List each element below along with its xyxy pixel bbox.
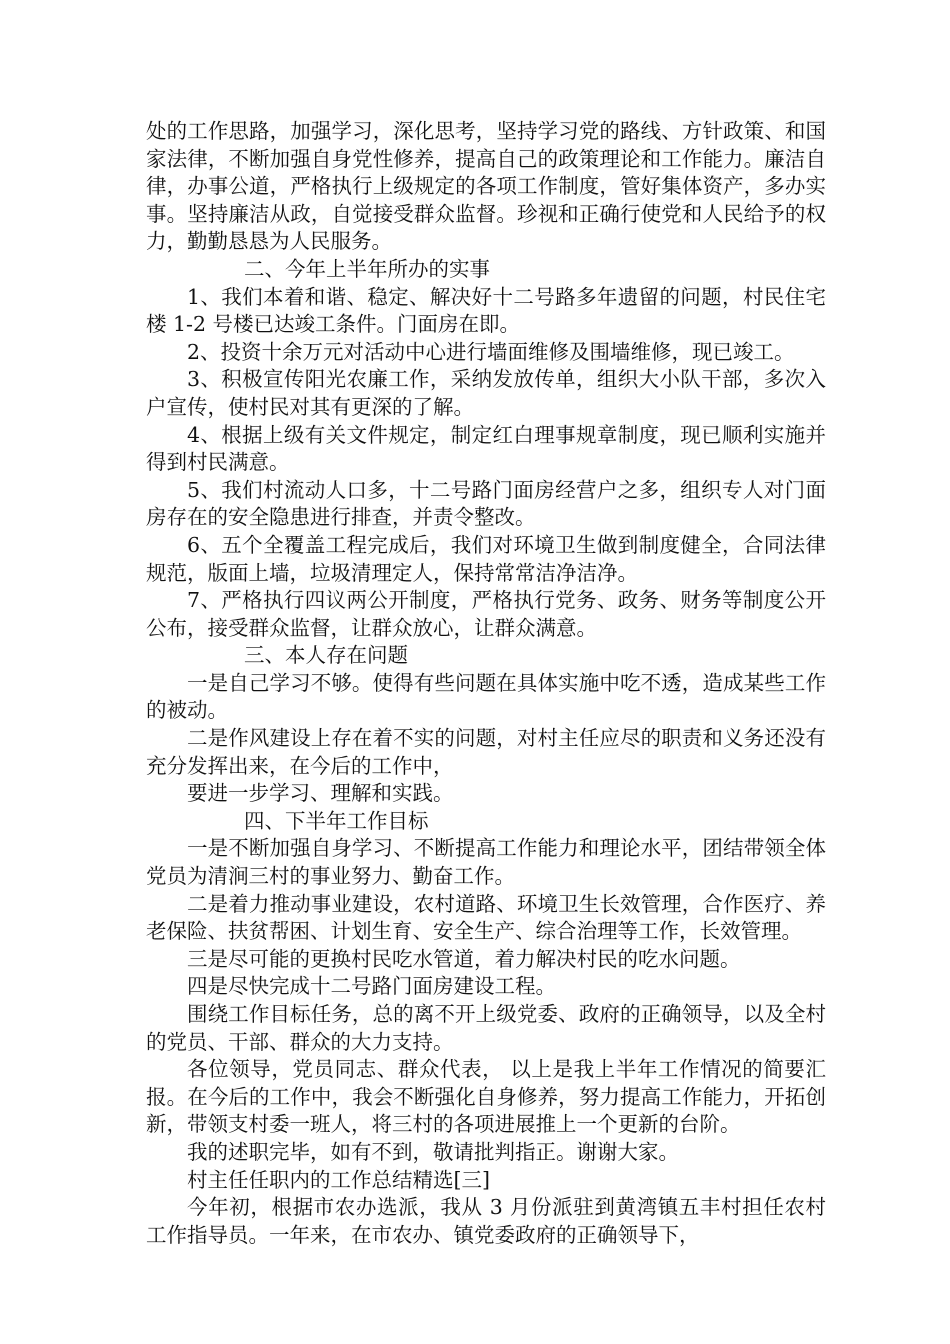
support-paragraph: 围绕工作目标任务，总的离不开上级党委、政府的正确领导，以及全村的党员、干部、群众的大力支持。 xyxy=(146,1002,826,1054)
paragraph-intro: 处的工作思路，加强学习，深化思考，坚持学习党的路线、方针政策、和国家法律，不断加强自身党性修养，提高自己的政策理论和工作能力。廉洁自律，办事公道，严格执行上级规定的各项工作制度，管好集体资产，多办实事。坚持廉洁从政，自觉接受群众监督。珍视和正确行使党和人民给予的权力，勤勤恳恳为人民服务。 xyxy=(146,119,826,254)
list-item-7: 7、严格执行四议两公开制度，严格执行党务、政务、财务等制度公开公布，接受群众监督，让群众放心，让群众满意。 xyxy=(146,588,826,640)
problem-paragraph-3: 要进一步学习、理解和实践。 xyxy=(187,781,454,806)
list-item-4: 4、根据上级有关文件规定，制定红白理事规章制度，现已顺利实施并得到村民满意。 xyxy=(146,422,826,475)
goal-paragraph-2: 二是着力推动事业建设，农村道路、环境卫生长效管理，合作医疗、养老保险、扶贫帮困、计划生育、安全生产、综合治理等工作，长效管理。 xyxy=(146,891,826,944)
goal-paragraph-4: 四是尽快完成十二号路门面房建设工程。 xyxy=(187,974,556,999)
thanks-paragraph: 我的述职完毕，如有不到，敬请批判指正。谢谢大家。 xyxy=(187,1139,679,1164)
problem-paragraph-2: 二是作风建设上存在着不实的问题，对村主任应尽的职责和义务还没有充分发挥出来，在今后的工作中， xyxy=(146,726,826,778)
problem-paragraph-1: 一是自己学习不够。使得有些问题在具体实施中吃不透，造成某些工作的被动。 xyxy=(146,670,826,723)
goal-paragraph-3: 三是尽可能的更换村民吃水管道，着力解决村民的吃水问题。 xyxy=(187,946,741,971)
list-item-2: 2、投资十余万元对活动中心进行墙面维修及围墙维修，现已竣工。 xyxy=(187,339,795,364)
closing-paragraph: 各位领导，党员同志、群众代表， 以上是我上半年工作情况的简要汇报。在今后的工作中，我会不断强化自身修养，努力提高工作能力，开拓创新，带领支村委一班人，将三村的各项进展推上一个更新的台阶。 xyxy=(146,1057,826,1137)
section-heading-3: 三、本人存在问题 xyxy=(244,643,408,668)
list-item-1: 1、我们本着和谐、稳定、解决好十二号路多年遗留的问题，村民住宅楼 1-2 号楼已达竣工条件。门面房在即。 xyxy=(146,284,826,337)
goal-paragraph-1: 一是不断加强自身学习、不断提高工作能力和理论水平，团结带领全体党员为清涧三村的事业努力、勤奋工作。 xyxy=(146,836,826,889)
article-title: 村主任任职内的工作总结精选[三] xyxy=(187,1167,490,1192)
list-item-6: 6、五个全覆盖工程完成后，我们对环境卫生做到制度健全，合同法律规范，版面上墙，垃圾清理定人，保持常常洁净洁净。 xyxy=(146,532,826,585)
list-item-3: 3、积极宣传阳光农廉工作，采纳发放传单，组织大小队干部，多次入户宣传，使村民对其有更深的了解。 xyxy=(146,367,826,419)
document-page xyxy=(146,118,826,1249)
article-opening-paragraph: 今年初，根据市农办选派，我从 3 月份派驻到黄湾镇五丰村担任农村工作指导员。一年来，在市农办、镇党委政府的正确领导下， xyxy=(146,1195,826,1247)
list-item-5: 5、我们村流动人口多，十二号路门面房经营户之多，组织专人对门面房存在的安全隐患进行排查，并责令整改。 xyxy=(146,477,826,530)
section-heading-2: 二、今年上半年所办的实事 xyxy=(244,256,490,281)
section-heading-4: 四、下半年工作目标 xyxy=(244,808,429,833)
